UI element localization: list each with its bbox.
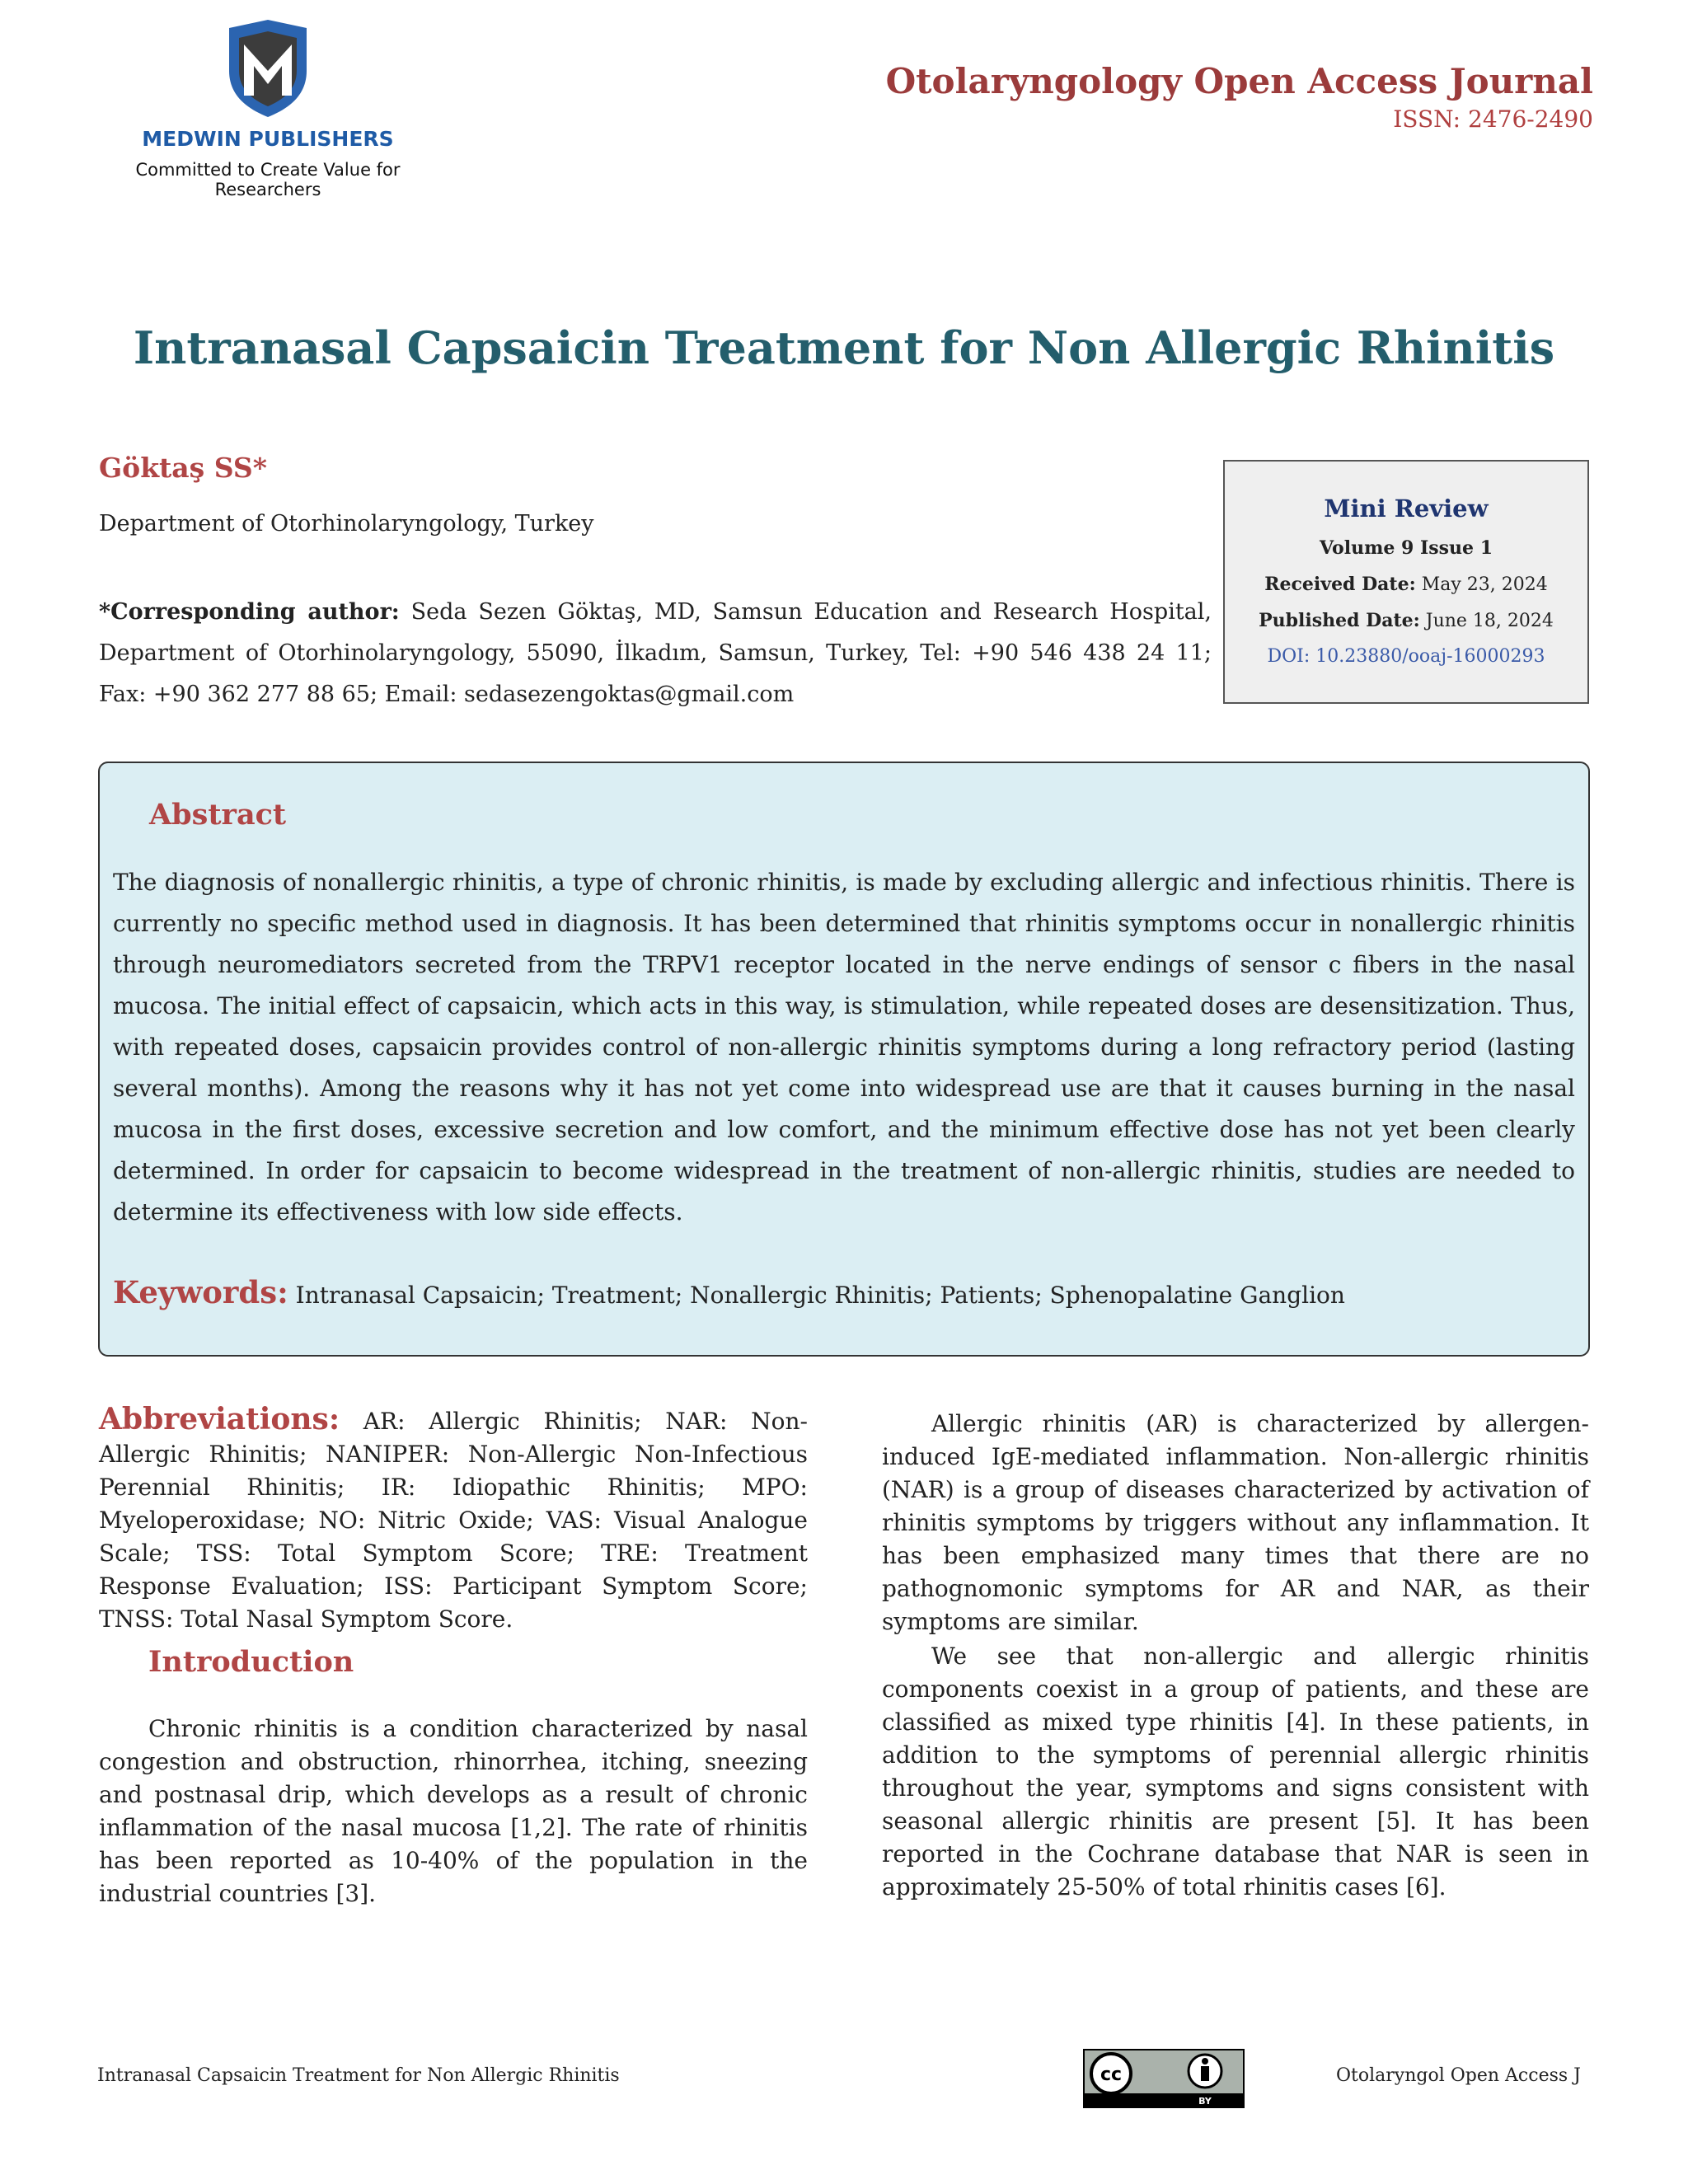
abstract-heading: Abstract bbox=[149, 798, 287, 832]
publisher-tagline: Committed to Create Value for Researchers bbox=[135, 160, 401, 199]
keywords-label: Keywords: bbox=[113, 1274, 288, 1310]
keywords-text: Intranasal Capsaicin; Treatment; Nonallergic Rhinitis; Patients; Sphenopalatine Ganglion bbox=[288, 1282, 1345, 1309]
footer-journal-abbrev: Otolaryngol Open Access J bbox=[1336, 2065, 1581, 2086]
medwin-logo bbox=[224, 20, 312, 117]
article-type: Mini Review bbox=[1324, 494, 1489, 523]
article-title: Intranasal Capsaicin Treatment for Non Allergic Rhinitis bbox=[133, 321, 1555, 374]
author-name: Göktaş SS* bbox=[99, 452, 267, 484]
journal-name: Otolaryngology Open Access Journal bbox=[885, 61, 1593, 101]
svg-text:BY: BY bbox=[1198, 2096, 1212, 2107]
svg-text:cc: cc bbox=[1100, 2064, 1123, 2085]
corresponding-author bbox=[99, 592, 1212, 715]
author-affiliation: Department of Otorhinolaryngology, Turkey bbox=[99, 511, 594, 537]
abbreviations bbox=[99, 1403, 808, 1636]
introduction-heading: Introduction bbox=[148, 1645, 354, 1679]
received-date: Received Date: May 23, 2024 bbox=[1264, 574, 1548, 595]
introduction-paragraph-1: Chronic rhinitis is a condition characterized by nasal congestion and obstruction, rhinorrhea, itching, sneezing and postnasal drip, which develops as a result of chronic inflammation of the nasal mucosa [1,2]. The rate of rhinitis has been reported as 10-40% of the population in the industrial countries [3]. bbox=[99, 1715, 808, 1907]
cc-by-icon[interactable] bbox=[1083, 2049, 1245, 2108]
footer-article-title: Intranasal Capsaicin Treatment for Non Allergic Rhinitis bbox=[97, 2065, 620, 2086]
abbreviations-label: Abbreviations: bbox=[99, 1402, 340, 1436]
published-date: Published Date: June 18, 2024 bbox=[1259, 610, 1554, 631]
keywords bbox=[113, 1274, 1345, 1310]
abstract-body: The diagnosis of nonallergic rhinitis, a type of chronic rhinitis, is made by excluding allergic and infectious rhinitis. There is currently no specific method used in diagnosis. It has been determined that rhinitis symptoms occur in nonallergic rhinitis through neuromediators secreted from the TRPV1 receptor located in the nerve endings of sensor c fibers in the nasal mucosa. The initial effect of capsaicin, which acts in this way, is stimulation, while repeated doses are desensitization. Thus, with repeated doses, capsaicin provides control of non-allergic rhinitis symptoms during a long refractory period (lasting several months). Among the reasons why it has not yet come into widespread use are that it causes burning in the nasal mucosa in the first doses, excessive secretion and low comfort, and the minimum effective dose has not yet been clearly determined. In order for capsaicin to become widespread in the treatment of non-allergic rhinitis, studies are needed to determine its effectiveness with low side effects. bbox=[113, 869, 1575, 1226]
corresponding-details: Seda Sezen Göktaş, MD, Samsun Education and Research Hospital, Department of Otorhinolaryngology, 55090, İlkadım, Samsun, Turkey, Tel: +90 546 438 24 11; Fax: +90 362 277 88 65; Email: sedasezengoktas@gmail.com bbox=[99, 599, 1212, 707]
corresponding-label: *Corresponding author: bbox=[99, 599, 400, 625]
volume-issue: Volume 9 Issue 1 bbox=[1320, 537, 1493, 559]
abbreviations-text: AR: Allergic Rhinitis; NAR: Non-Allergic Rhinitis; NANIPER: Non-Allergic Non-Infectious Perennial Rhinitis; IR: Idiopathic Rhinitis; MPO: Myeloperoxidase; NO: Nitric Oxide; VAS: Visual Analogue Scale; TSS: Total Symptom Score; TRE: Treatment Response Evaluation; ISS: Participant Symptom Score; TNSS: Total Nasal Symptom Score. bbox=[99, 1408, 808, 1633]
journal-issn: ISSN: 2476-2490 bbox=[1393, 105, 1593, 133]
right-paragraph-2: We see that non-allergic and allergic rhinitis components coexist in a group of patients, and these are classified as mixed type rhinitis [4]. In these patients, in addition to the symptoms of perennial allergic rhinitis throughout the year, symptoms and signs consistent with seasonal allergic rhinitis are present [5]. It has been reported in the Cochrane database that NAR is seen in approximately 25-50% of total rhinitis cases [6]. bbox=[882, 1643, 1589, 1900]
abstract-box bbox=[98, 762, 1590, 1357]
article-info-box bbox=[1223, 460, 1589, 704]
doi-link[interactable]: DOI: 10.23880/ooaj-16000293 bbox=[1267, 646, 1545, 667]
publisher-name: MEDWIN PUBLISHERS bbox=[142, 127, 394, 151]
right-paragraph-1: Allergic rhinitis (AR) is characterized by allergen-induced IgE-mediated inflammation. Non-allergic rhinitis (NAR) is a group of diseases characterized by activation of rhinitis symptoms by triggers without any inflammation. It has been emphasized many times that there are no pathognomonic symptoms for AR and NAR, as their symptoms are similar. bbox=[882, 1410, 1589, 1635]
